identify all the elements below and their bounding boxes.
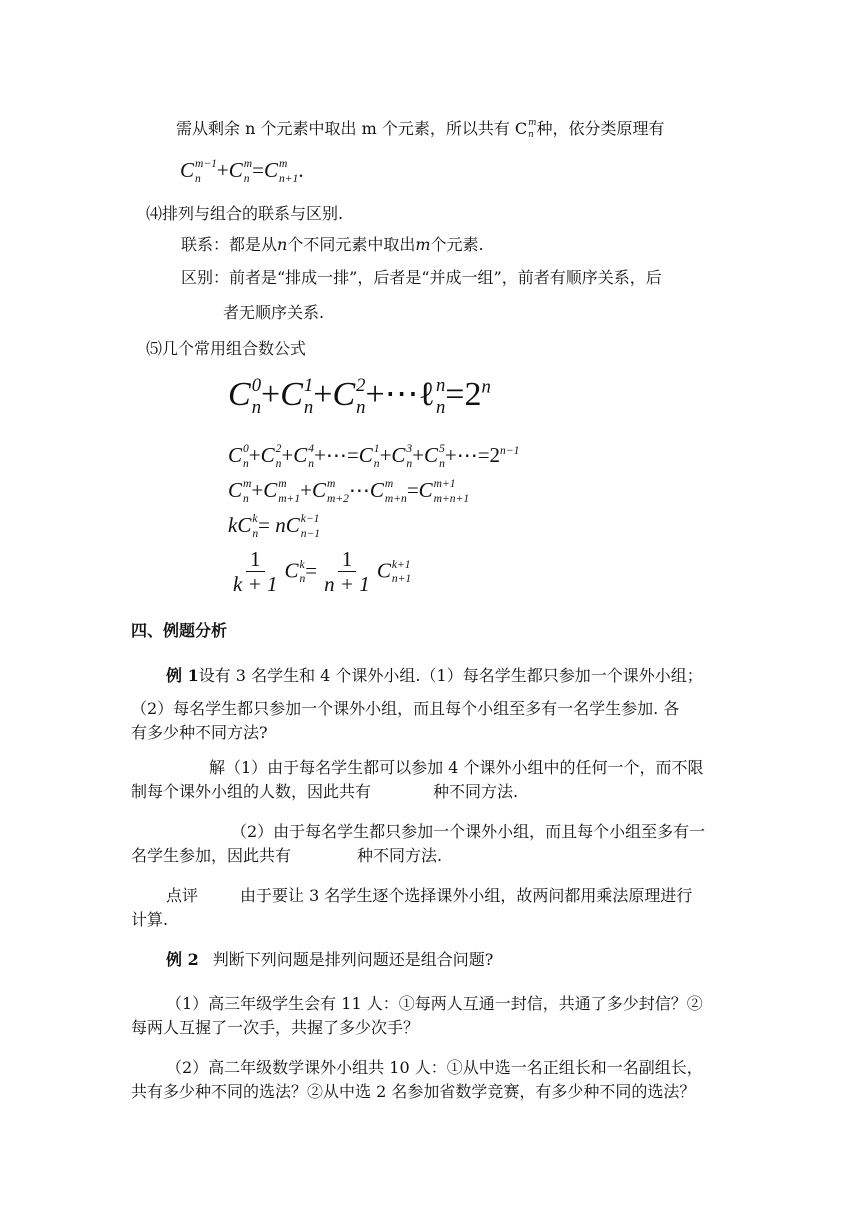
ex1-solution2-line2: 名学生参加，因此共有 种不同方法. — [131, 846, 443, 865]
ex1-solution1-line1: 解（1）由于每名学生都可以参加 4 个课外小组中的任何一个，而不限 — [209, 758, 704, 777]
ex2-title: 例 2 判断下列问题是排列问题还是组合问题? — [166, 950, 494, 969]
ex2-q2-line1: （2）高二年级数学课外小组共 10 人：①从中选一名正组长和一名副组长， — [166, 1058, 703, 1077]
ex1-line1: 例 1设有 3 名学生和 4 个课外小组.（1）每名学生都只参加一个课外小组； — [166, 666, 703, 685]
ex2-q2-line2: 共有多少种不同的选法？②从中选 2 名参加省数学竞赛，有多少种不同的选法？ — [131, 1082, 696, 1101]
sec4-heading: ⑷排列与组合的联系与区别. — [146, 204, 344, 223]
ex2-q1-line1: （1）高三年级学生会有 11 人：①每两人互通一封信，共通了多少封信？② — [166, 994, 703, 1013]
pascal-formula: C m−1 n +C m n =C m n+1 . — [180, 158, 304, 185]
sec4-diff-line1: 区别：前者是“排成一排”，后者是“并成一组”，前者有顺序关系，后 — [181, 268, 662, 287]
ex1-comment-line2: 计算. — [131, 910, 169, 929]
ex2-q1-line2: 每两人互握了一次手，共握了多少次手？ — [131, 1018, 420, 1037]
intro-line — [176, 119, 665, 140]
formula-even-odd: C 0 n +C 2 n +C 4 n +⋯=C 1 n +C 3 n +C 5 n $+\cdots=2^{n-1}$ — [228, 443, 520, 470]
section-title: 四、例题分析 — [131, 621, 228, 640]
ex1-line2: （2）每名学生都只参加一个课外小组，而且每个小组至多有一名学生参加. 各 — [131, 699, 680, 718]
formula-absorption: kC k n = nC k−1 n−1 — [228, 513, 321, 540]
intro-inline-script: m n — [528, 118, 537, 140]
sec4-link: 联系：都是从n个不同元素中取出m个元素. — [181, 235, 484, 254]
ex1-solution1-line2: 制每个课外小组的人数，因此共有 种不同方法. — [131, 782, 519, 801]
formula-binomial-sum: C 0 n +C 1 n +C 2 n +⋯ℓ n n $=2^n$ — [228, 375, 491, 418]
sec5-heading: ⑸几个常用组合数公式 — [146, 339, 307, 358]
intro-text-pre: 需从剩余 n 个元素中取出 m 个元素，所以共有 C — [176, 119, 528, 138]
formula-fraction: $\frac{1}{k + 1}$ C k n = $\frac{1}{n + 1}$ C k+1 n+1 — [233, 547, 412, 597]
formula-hockey-stick: C m n +C m m+1 +C m m+2 ⋯C m m+n =C m+1 m+n+1 — [228, 478, 470, 505]
sec4-diff-line2: 者无顺序关系. — [223, 303, 325, 322]
ex1-line3: 有多少种不同方法? — [131, 723, 268, 742]
intro-text-post: 种，依分类原理有 — [536, 119, 665, 138]
ex1-comment-line1: 点评 由于要让 3 名学生逐个选择课外小组，故两问都用乘法原理进行 — [166, 886, 693, 905]
ex1-solution2-line1: （2）由于每名学生都只参加一个课外小组，而且每个小组至多有一 — [231, 822, 706, 841]
